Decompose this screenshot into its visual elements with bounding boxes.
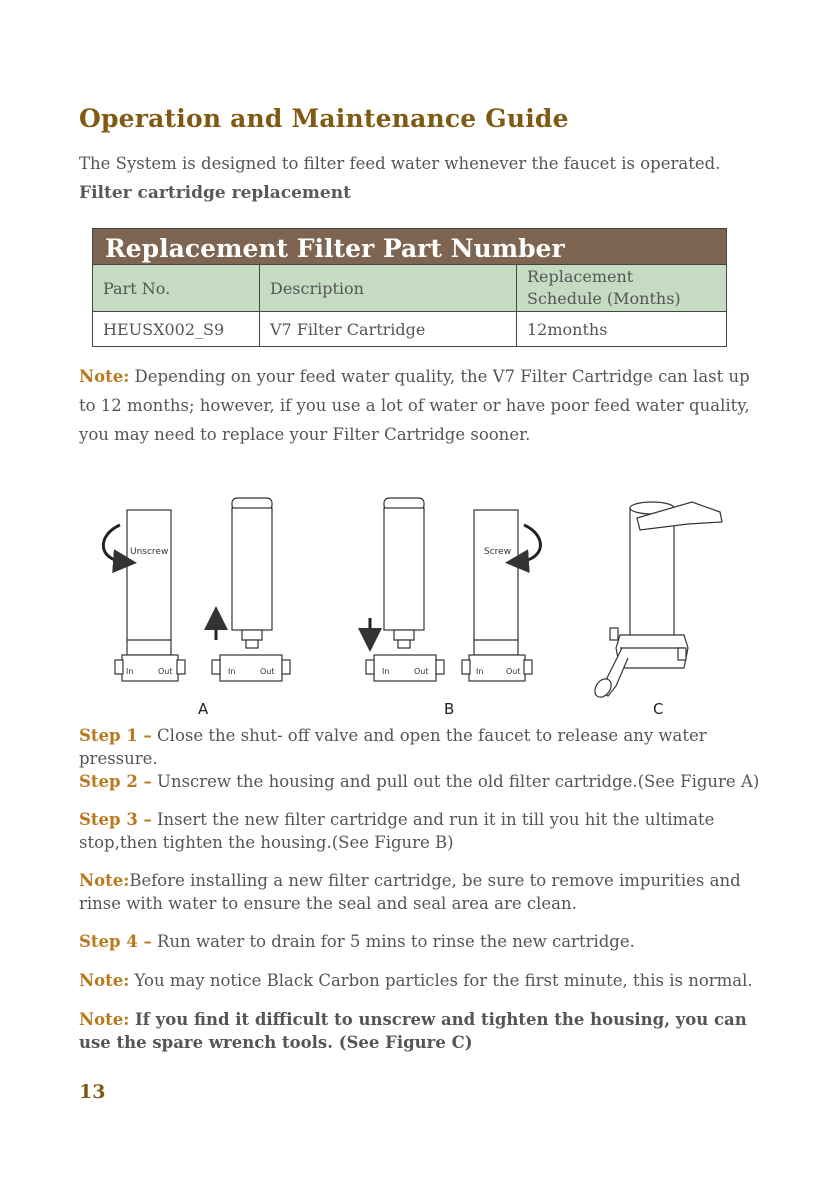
step-2-text: Unscrew the housing and pull out the old filter cartridge.(See Figure A): [151, 772, 760, 791]
step-1-label: Step 1 –: [79, 726, 152, 745]
in-text: In: [228, 667, 236, 676]
screw-text: Screw: [484, 547, 512, 557]
out-text: Out: [506, 667, 521, 676]
step-1: [79, 724, 769, 770]
in-text: In: [476, 667, 484, 676]
housing-wrench: [592, 502, 722, 700]
header-replacement-line2: Schedule (Months): [527, 289, 681, 308]
step-3: [79, 808, 769, 854]
step-2-label: Step 2 –: [79, 772, 152, 791]
note-paragraph: [79, 362, 769, 449]
cell-part-no: HEUSX002_S9: [93, 312, 260, 347]
table-header-row: [93, 265, 727, 312]
note-3-text: You may notice Black Carbon particles for the first minute, this is normal.: [129, 971, 753, 990]
figure-label-a: A: [198, 700, 209, 718]
cartridge-b: [366, 498, 444, 681]
unscrew-text: Unscrew: [130, 547, 169, 557]
note-3-label: Note:: [79, 971, 130, 990]
step-4: [79, 930, 769, 953]
note-3: [79, 969, 769, 992]
step-4-label: Step 4 –: [79, 932, 152, 951]
table-banner: Replacement Filter Part Number: [93, 229, 727, 265]
note-text: Depending on your feed water quality, the V7 Filter Cartridge can last up to 12 months; however, if you use a lot of water or have poor feed water quality, you may need to replace your Filter Cartridge sooner.: [79, 367, 750, 444]
out-text: Out: [260, 667, 275, 676]
filter-diagram: [92, 490, 752, 720]
steps-section: [79, 724, 769, 1054]
parts-table: [92, 228, 727, 347]
figures-illustration: [92, 490, 752, 720]
note-2: [79, 869, 769, 915]
cell-description: V7 Filter Cartridge: [260, 312, 517, 347]
header-replacement: [517, 265, 727, 312]
page-title: Operation and Maintenance Guide: [79, 104, 569, 133]
section-heading: Filter cartridge replacement: [79, 183, 351, 203]
header-replacement-line1: Replacement: [527, 267, 634, 286]
cartridge-a: [212, 498, 290, 681]
note-4: [79, 1008, 769, 1054]
out-text: Out: [414, 667, 429, 676]
note-2-text: Before installing a new filter cartridge, be sure to remove impurities and rinse with water to ensure the seal and seal area are clean.: [79, 871, 741, 913]
step-1-text: Close the shut- off valve and open the faucet to release any water pressure.: [79, 726, 707, 768]
header-description: Description: [260, 265, 517, 312]
step-2: [79, 770, 769, 793]
housing-unscrew: [115, 510, 185, 681]
step-3-label: Step 3 –: [79, 810, 152, 829]
note-2-label: Note:: [79, 871, 130, 890]
housing-screw: [462, 510, 532, 681]
intro-text: The System is designed to filter feed water whenever the faucet is operated.: [79, 154, 721, 173]
step-4-text: Run water to drain for 5 mins to rinse the new cartridge.: [151, 932, 635, 951]
figure-label-b: B: [444, 700, 455, 718]
note-4-label: Note:: [79, 1010, 130, 1029]
note-4-text: If you find it difficult to unscrew and tighten the housing, you can use the spare wrench tools. (See Figure C): [79, 1010, 747, 1052]
page-number: 13: [79, 1081, 106, 1103]
in-text: In: [126, 667, 134, 676]
figure-label-c: C: [653, 700, 664, 718]
note-label: Note:: [79, 367, 130, 386]
table-row: [93, 312, 727, 347]
cell-schedule: 12months: [517, 312, 727, 347]
step-3-text: Insert the new filter cartridge and run it in till you hit the ultimate stop,then tighten the housing.(See Figure B): [79, 810, 715, 852]
in-text: In: [382, 667, 390, 676]
header-part-no: Part No.: [93, 265, 260, 312]
out-text: Out: [158, 667, 173, 676]
